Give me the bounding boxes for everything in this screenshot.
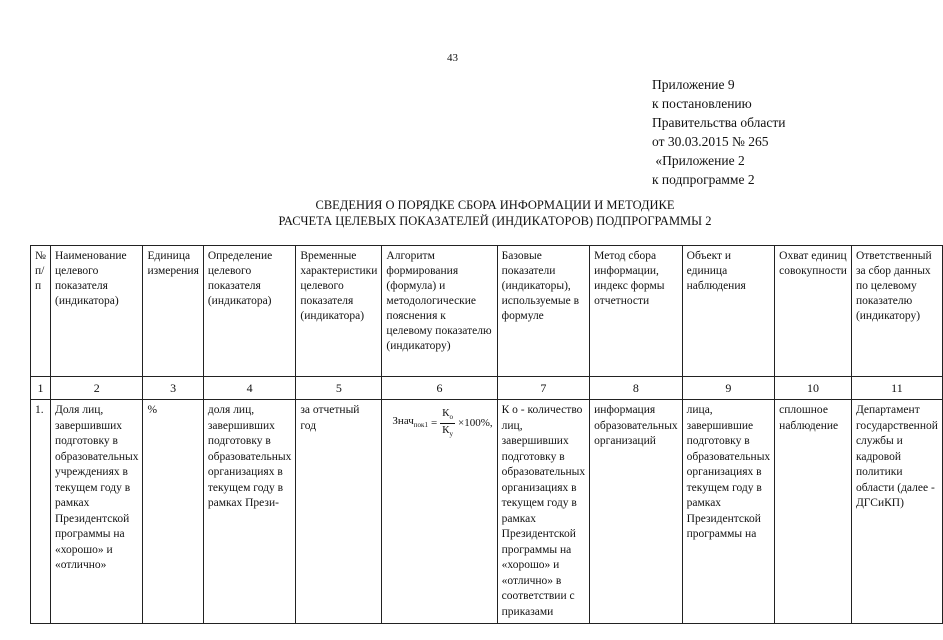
denominator-sub: у bbox=[449, 430, 454, 439]
table-row bbox=[31, 400, 943, 624]
observation-object: лица, завершившие подготовку в образовательных организациях в текущем году в рамках Президентской программы на bbox=[682, 400, 775, 624]
base-indicators: К о - количество лиц, завершивших подготовку в образовательных организациях в текущем году в рамках Президентской программы на «хорошо» и «отлично» в соответствии с приказами bbox=[497, 400, 590, 624]
appendix-line: от 30.03.2015 № 265 bbox=[652, 134, 769, 149]
title-line-2: РАСЧЕТА ЦЕЛЕВЫХ ПОКАЗАТЕЛЕЙ (ИНДИКАТОРОВ) ПОДПРОГРАММЫ 2 bbox=[278, 214, 712, 228]
page-number: 43 bbox=[447, 52, 458, 64]
column-number: 5 bbox=[296, 377, 382, 400]
formula-cell bbox=[382, 400, 497, 624]
header-cell: № п/п bbox=[31, 246, 51, 377]
column-number: 1 bbox=[31, 377, 51, 400]
column-number: 9 bbox=[682, 377, 775, 400]
header-cell: Единица измерения bbox=[143, 246, 203, 377]
column-number: 4 bbox=[203, 377, 296, 400]
numerator-text: К bbox=[442, 407, 450, 419]
header-cell: Алгоритм формирования (формула) и методологические пояснения к целевому показателю (индикатору) bbox=[382, 246, 497, 377]
fraction-numerator bbox=[440, 407, 455, 424]
appendix-line: к подпрограмме 2 bbox=[652, 172, 755, 187]
header-cell: Базовые показатели (индикаторы), используемые в формуле bbox=[497, 246, 590, 377]
formula-tail: ×100%, bbox=[458, 416, 493, 429]
column-number: 11 bbox=[851, 377, 942, 400]
document-title bbox=[200, 197, 790, 229]
row-number: 1. bbox=[31, 400, 51, 624]
column-number: 10 bbox=[775, 377, 852, 400]
responsible-body: Департамент государственной службы и кадровой политики области (далее - ДГСиКП) bbox=[851, 400, 942, 624]
title-line-1: СВЕДЕНИЯ О ПОРЯДКЕ СБОРА ИНФОРМАЦИИ И МЕТОДИКЕ bbox=[315, 198, 675, 212]
header-cell: Охват единиц совокупности bbox=[775, 246, 852, 377]
column-number: 3 bbox=[143, 377, 203, 400]
column-number: 7 bbox=[497, 377, 590, 400]
indicator-name: Доля лиц, завершивших подготовку в образовательных учреждениях в текущем году в рамках Президентской программы на «хорошо» и «отлично» bbox=[50, 400, 143, 624]
header-cell: Ответственный за сбор данных по целевому показателю (индикатору) bbox=[851, 246, 942, 377]
header-cell: Временные характеристики целевого показателя (индикатора) bbox=[296, 246, 382, 377]
header-cell: Метод сбора информации, индекс формы отчетности bbox=[590, 246, 683, 377]
column-number: 8 bbox=[590, 377, 683, 400]
column-number: 6 bbox=[382, 377, 497, 400]
equals-sign: = bbox=[430, 416, 438, 429]
coverage: сплошное наблюдение bbox=[775, 400, 852, 624]
indicator-definition: доля лиц, завершивших подготовку в образовательных организациях в текущем году в рамках Прези- bbox=[203, 400, 296, 624]
header-cell: Наименование целевого показателя (индикатора) bbox=[50, 246, 143, 377]
formula bbox=[392, 407, 492, 440]
fraction-denominator bbox=[442, 424, 453, 440]
numerator-sub: о bbox=[449, 413, 454, 422]
appendix-line: Приложение 9 bbox=[652, 77, 735, 92]
appendix-line: к постановлению bbox=[652, 96, 752, 111]
header-cell: Определение целевого показателя (индикатора) bbox=[203, 246, 296, 377]
collection-method: информация образовательных организаций bbox=[590, 400, 683, 624]
formula-lhs bbox=[392, 414, 428, 434]
indicators-table bbox=[30, 245, 943, 624]
denominator-text: К bbox=[442, 424, 450, 437]
appendix-line: Правительства области bbox=[652, 115, 786, 130]
unit: % bbox=[143, 400, 203, 624]
header-cell: Объект и единица наблюдения bbox=[682, 246, 775, 377]
formula-lhs-text: Знач bbox=[392, 414, 414, 427]
formula-lhs-sub: пок1 bbox=[413, 421, 428, 430]
formula-fraction bbox=[440, 407, 455, 440]
table-header-row bbox=[31, 246, 943, 377]
column-number: 2 bbox=[50, 377, 143, 400]
column-number-row bbox=[31, 377, 943, 400]
appendix-line: «Приложение 2 bbox=[652, 153, 745, 168]
appendix-reference bbox=[652, 75, 785, 189]
time-characteristics: за отчетный год bbox=[296, 400, 382, 624]
